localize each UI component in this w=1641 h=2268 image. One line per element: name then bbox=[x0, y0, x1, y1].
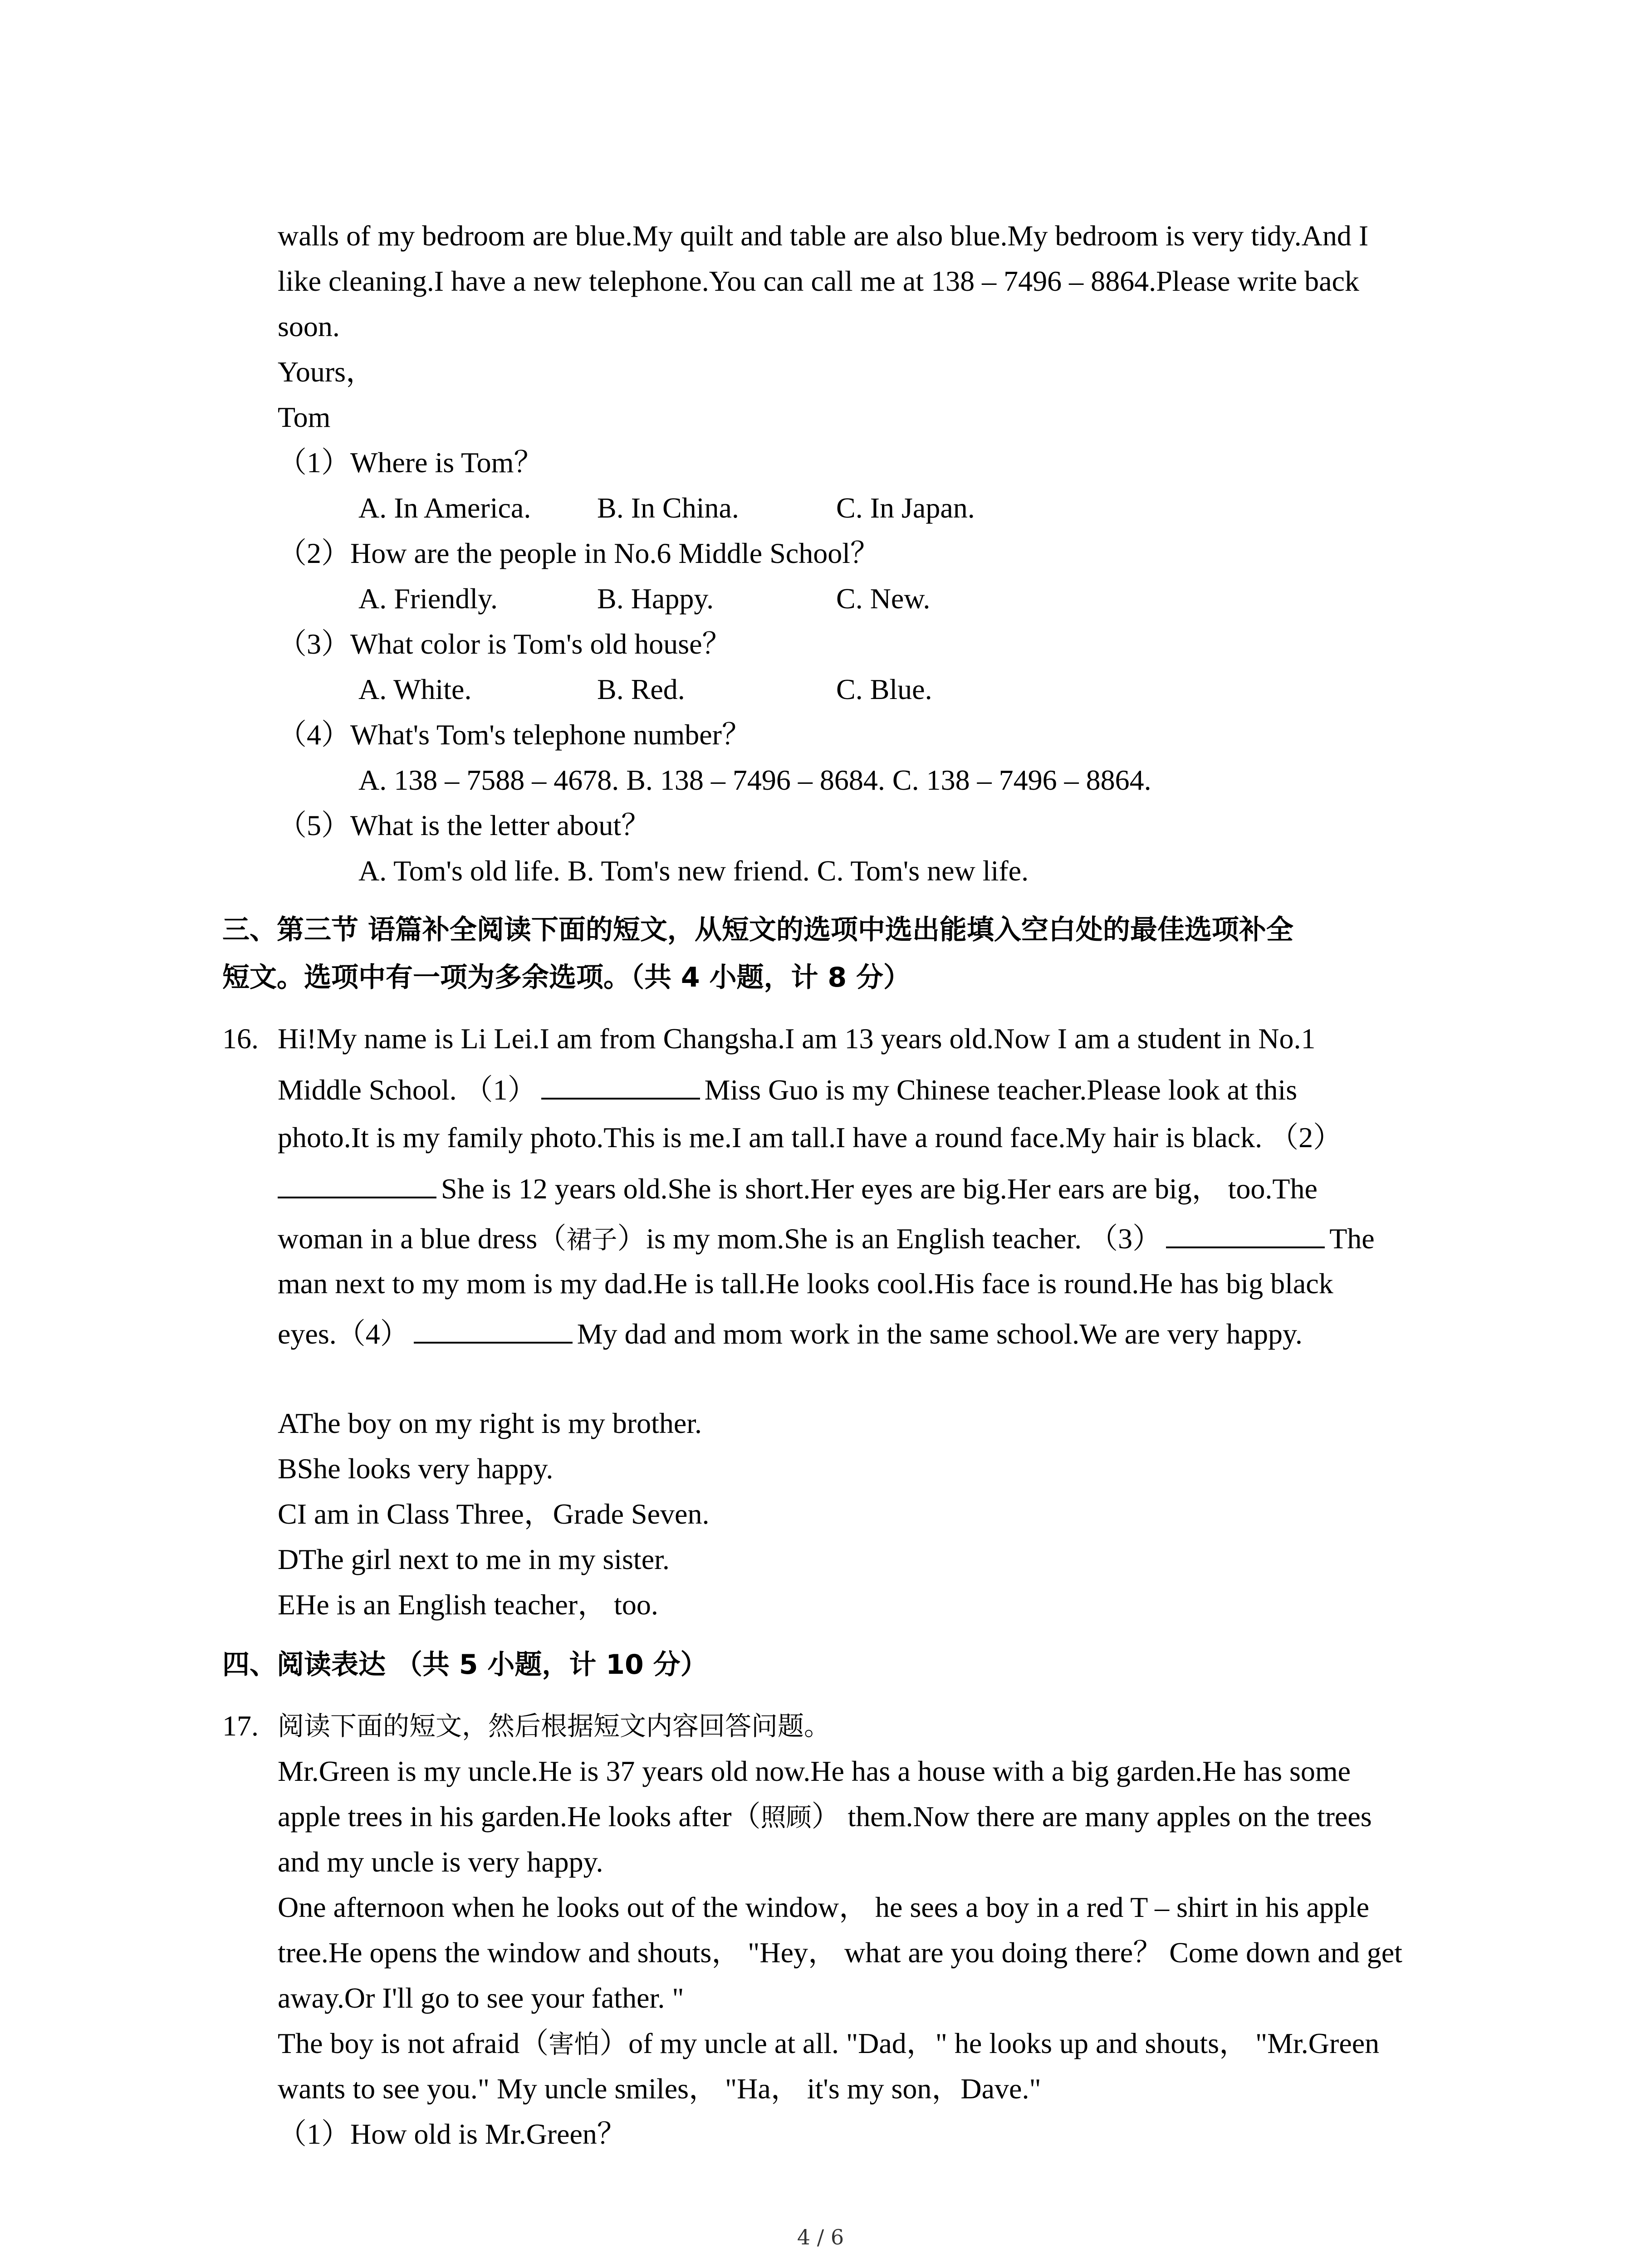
passage-text: Miss Guo is my Chinese teacher.Please look at this bbox=[704, 1074, 1298, 1106]
letter-signature: Tom bbox=[278, 401, 331, 433]
passage-line bbox=[278, 2025, 1379, 2063]
letter-closing: Yours， bbox=[278, 356, 375, 388]
letter-line: like cleaning.I have a new telephone.You can call me at 138 – 7496 – 8864.Please write back bbox=[278, 265, 1359, 297]
section-heading: 三、第三节 语篇补全阅读下面的短文，从短文的选项中选出能填入空白处的最佳选项补全 bbox=[222, 914, 1293, 946]
letter-line: soon. bbox=[278, 310, 340, 342]
answer-options-line: A. Tom's old life. B. Tom's new friend. C. Tom's new life. bbox=[358, 855, 1029, 887]
passage-line: tree.He opens the window and shouts， "Hey， what are you doing there？ Come down and get bbox=[278, 1936, 1402, 1969]
passage-text: woman in a blue dress（ bbox=[278, 1222, 567, 1255]
passage-line: Mr.Green is my uncle.He is 37 years old now.He has a house with a big garden.He has some bbox=[278, 1755, 1351, 1787]
passage-text: ）of my uncle at all. "Dad，" he looks up and shouts， "Mr.Green bbox=[599, 2027, 1380, 2059]
answer-option: C. In Japan. bbox=[836, 492, 975, 524]
passage-line bbox=[278, 1219, 1375, 1258]
choice-option: CI am in Class Three，Grade Seven. bbox=[278, 1498, 710, 1530]
passage-text: eyes.（4） bbox=[278, 1318, 409, 1350]
section-heading: 短文。选项中有一项为多余选项。（共 4 小题，计 8 分） bbox=[222, 962, 911, 993]
answer-options-line: A. 138 – 7588 – 4678. B. 138 – 7496 – 8684. C. 138 – 7496 – 8864. bbox=[358, 764, 1151, 796]
answer-option: B. In China. bbox=[597, 492, 739, 524]
passage-line: man next to my mom is my dad.He is tall.He looks cool.His face is round.He has big black bbox=[278, 1267, 1333, 1300]
passage-line bbox=[278, 1169, 1318, 1207]
passage-text: ）is my mom.She is an English teacher. （3） bbox=[617, 1222, 1162, 1255]
passage-text: Middle School. （1） bbox=[278, 1074, 537, 1106]
passage-line: Hi!My name is Li Lei.I am from Changsha.I am 13 years old.Now I am a student in No.1 bbox=[278, 1022, 1316, 1055]
answer-option: B. Red. bbox=[597, 673, 685, 705]
passage-line: and my uncle is very happy. bbox=[278, 1846, 603, 1878]
answer-option: C. Blue. bbox=[836, 673, 932, 705]
passage-text: The boy is not afraid（ bbox=[278, 2027, 549, 2059]
passage-line: wants to see you." My uncle smiles， "Ha， it's my son，Dave." bbox=[278, 2072, 1041, 2105]
answer-option: C. New. bbox=[836, 582, 931, 615]
passage-text: ） them.Now there are many apples on the trees bbox=[811, 1800, 1372, 1833]
question-stem: （4）What's Tom's telephone number？ bbox=[278, 719, 751, 751]
question-stem: （1）How old is Mr.Green？ bbox=[278, 2118, 626, 2150]
question-stem: （5）What is the letter about？ bbox=[278, 809, 651, 841]
question-instruction: 阅读下面的短文，然后根据短文内容回答问题。 bbox=[278, 1711, 831, 1741]
section-heading: 四、阅读表达 （共 5 小题，计 10 分） bbox=[222, 1649, 708, 1681]
passage-text: The bbox=[1329, 1222, 1375, 1255]
passage-line: One afternoon when he looks out of the window， he sees a boy in a red T – shirt in his apple bbox=[278, 1891, 1370, 1923]
question-stem: （3）What color is Tom's old house？ bbox=[278, 628, 731, 660]
passage-line: photo.It is my family photo.This is me.I am tall.I have a round face.My hair is black. （2） bbox=[278, 1121, 1342, 1154]
blank-4[interactable] bbox=[414, 1315, 573, 1344]
gloss-text: 照顾 bbox=[760, 1803, 812, 1833]
question-stem: （1）Where is Tom？ bbox=[278, 446, 543, 479]
answer-option: A. In America. bbox=[358, 492, 531, 524]
blank-2[interactable] bbox=[278, 1169, 436, 1198]
passage-line bbox=[278, 1799, 1372, 1836]
passage-line: away.Or I'll go to see your father. " bbox=[278, 1982, 684, 2014]
answer-option: A. White. bbox=[358, 673, 472, 705]
choice-option: DThe girl next to me in my sister. bbox=[278, 1543, 670, 1575]
choice-option: EHe is an English teacher， too. bbox=[278, 1589, 658, 1621]
gloss-text: 裙子 bbox=[566, 1225, 617, 1255]
passage-line bbox=[278, 1070, 1297, 1108]
gloss-text: 害怕 bbox=[549, 2030, 600, 2059]
question-number: 17. bbox=[222, 1710, 259, 1742]
question-stem: （2）How are the people in No.6 Middle School？ bbox=[278, 537, 879, 569]
blank-3[interactable] bbox=[1166, 1219, 1325, 1248]
letter-line: walls of my bedroom are blue.My quilt and table are also blue.My bedroom is very tidy.And I bbox=[278, 220, 1369, 252]
passage-text: My dad and mom work in the same school.We are very happy. bbox=[577, 1318, 1303, 1350]
passage-text: apple trees in his garden.He looks after（ bbox=[278, 1800, 761, 1833]
answer-option: A. Friendly. bbox=[358, 582, 498, 615]
question-number: 16. bbox=[222, 1022, 259, 1055]
passage-line bbox=[278, 1315, 1303, 1352]
page-number: 4 / 6 bbox=[797, 2225, 844, 2249]
blank-1[interactable] bbox=[541, 1070, 700, 1100]
answer-option: B. Happy. bbox=[597, 582, 714, 615]
choice-option: BShe looks very happy. bbox=[278, 1452, 554, 1485]
passage-text: She is 12 years old.She is short.Her eyes are big.Her ears are big， too.The bbox=[441, 1173, 1318, 1205]
choice-option: AThe boy on my right is my brother. bbox=[278, 1407, 702, 1439]
